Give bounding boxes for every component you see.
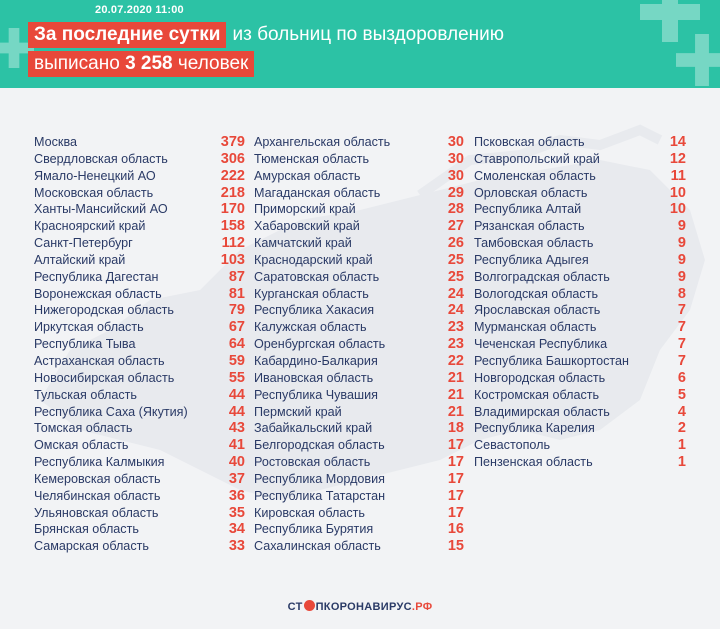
table-row <box>34 235 245 252</box>
discharged-suffix: человек <box>177 53 249 74</box>
discharged-value: 79 <box>228 302 245 319</box>
discharged-value: 218 <box>220 184 245 201</box>
table-row <box>254 185 464 202</box>
discharged-value: 40 <box>228 454 245 471</box>
region-name: Амурская область <box>254 168 361 183</box>
region-name: Камчатский край <box>254 236 352 251</box>
region-name: Ростовская область <box>254 455 371 470</box>
discharged-number: 3 258 <box>125 53 173 74</box>
discharged-value: 222 <box>220 167 245 184</box>
table-row <box>34 218 245 235</box>
region-name: Республика Алтай <box>474 202 582 217</box>
table-row <box>474 454 686 471</box>
region-name: Пензенская область <box>474 455 593 470</box>
brand-middle: ПКОРОНАВИРУС <box>315 601 412 613</box>
region-name: Красноярский край <box>34 219 146 234</box>
region-name: Брянская область <box>34 522 139 537</box>
table-row <box>34 168 245 185</box>
table-row <box>254 370 464 387</box>
discharged-value: 7 <box>677 319 686 336</box>
table-row <box>474 387 686 404</box>
headline-line-2 <box>28 51 254 77</box>
table-row <box>34 269 245 286</box>
region-name: Приморский край <box>254 202 356 217</box>
table-row <box>474 201 686 218</box>
table-row <box>34 252 245 269</box>
table-row <box>474 185 686 202</box>
table-row <box>254 235 464 252</box>
table-row <box>34 538 245 555</box>
brand-start: СТ <box>287 601 303 613</box>
region-name: Воронежская область <box>34 286 162 301</box>
region-name: Республика Башкортостан <box>474 353 629 368</box>
discharged-value: 12 <box>669 150 686 167</box>
discharged-value: 21 <box>447 369 464 386</box>
region-name: Кировская область <box>254 505 365 520</box>
discharged-count <box>28 51 254 77</box>
table-row <box>254 168 464 185</box>
region-name: Ханты-Мансийский АО <box>34 202 168 217</box>
region-name: Севастополь <box>474 438 551 453</box>
region-name: Ямало-Ненецкий АО <box>34 168 156 183</box>
discharged-value: 28 <box>447 201 464 218</box>
table-row <box>474 235 686 252</box>
discharged-value: 37 <box>228 470 245 487</box>
region-name: Санкт-Петербург <box>34 236 133 251</box>
region-name: Республика Карелия <box>474 421 595 436</box>
discharged-value: 36 <box>228 487 245 504</box>
discharged-value: 41 <box>228 437 245 454</box>
table-row <box>34 286 245 303</box>
table-row <box>34 471 245 488</box>
region-name: Свердловская область <box>34 151 168 166</box>
table-row <box>474 336 686 353</box>
discharged-value: 44 <box>228 386 245 403</box>
region-name: Сахалинская область <box>254 539 381 554</box>
table-row <box>34 185 245 202</box>
region-name: Московская область <box>34 185 154 200</box>
table-row <box>34 134 245 151</box>
region-name: Республика Тыва <box>34 337 136 352</box>
table-row <box>34 437 245 454</box>
discharged-value: 59 <box>228 352 245 369</box>
brand-tail: .РФ <box>411 601 433 613</box>
discharged-value: 18 <box>447 420 464 437</box>
table-row <box>254 488 464 505</box>
region-name: Псковская область <box>474 135 585 149</box>
region-name: Костромская область <box>474 387 600 402</box>
table-row <box>34 454 245 471</box>
discharged-value: 11 <box>670 167 686 184</box>
discharged-value: 29 <box>447 184 464 201</box>
region-name: Томская область <box>34 421 133 436</box>
region-name: Тамбовская область <box>474 236 594 251</box>
region-name: Алтайский край <box>34 252 126 267</box>
region-name: Омская область <box>34 438 129 453</box>
region-name: Волгоградская область <box>474 269 610 284</box>
discharged-value: 9 <box>677 268 686 285</box>
table-row <box>254 218 464 235</box>
discharged-value: 17 <box>447 487 464 504</box>
discharged-value: 103 <box>220 251 245 268</box>
discharged-value: 9 <box>677 218 686 235</box>
discharged-value: 5 <box>677 386 686 403</box>
table-row <box>254 286 464 303</box>
region-name: Новосибирская область <box>34 370 175 385</box>
region-name: Ставропольский край <box>474 151 600 166</box>
discharged-value: 7 <box>677 352 686 369</box>
region-name: Саратовская область <box>254 269 380 284</box>
region-name: Ивановская область <box>254 370 374 385</box>
table-row <box>34 353 245 370</box>
discharged-value: 64 <box>228 336 245 353</box>
discharged-value: 1 <box>677 454 686 471</box>
discharged-value: 24 <box>447 285 464 302</box>
table-row <box>474 370 686 387</box>
discharged-value: 4 <box>677 403 686 420</box>
discharged-value: 67 <box>228 319 245 336</box>
region-name: Челябинская область <box>34 488 161 503</box>
table-row <box>254 336 464 353</box>
table-row <box>254 134 464 151</box>
headline-highlight: За последние сутки <box>28 22 226 48</box>
table-row <box>474 134 686 151</box>
table-row <box>254 201 464 218</box>
region-name: Новгородская область <box>474 370 606 385</box>
region-name: Кемеровская область <box>34 471 161 486</box>
region-name: Кабардино-Балкария <box>254 353 378 368</box>
discharged-value: 17 <box>447 470 464 487</box>
discharged-value: 81 <box>228 285 245 302</box>
discharged-value: 35 <box>228 504 245 521</box>
table-row <box>474 404 686 421</box>
region-name: Нижегородская область <box>34 303 174 318</box>
discharged-value: 7 <box>677 302 686 319</box>
discharged-value: 15 <box>447 538 464 555</box>
region-name: Республика Чувашия <box>254 387 378 402</box>
table-row <box>34 505 245 522</box>
stop-logo-icon <box>304 600 315 611</box>
discharged-value: 33 <box>228 538 245 555</box>
region-name: Чеченская Республика <box>474 337 608 352</box>
discharged-value: 23 <box>447 319 464 336</box>
discharged-value: 2 <box>677 420 686 437</box>
discharged-value: 14 <box>669 134 686 150</box>
region-name: Архангельская область <box>254 135 391 149</box>
table-row <box>254 387 464 404</box>
table-row <box>34 201 245 218</box>
discharged-value: 30 <box>447 134 464 150</box>
discharged-value: 9 <box>677 235 686 252</box>
discharged-value: 24 <box>447 302 464 319</box>
table-row <box>254 538 464 555</box>
region-name: Республика Калмыкия <box>34 455 165 470</box>
discharged-value: 17 <box>447 437 464 454</box>
discharged-value: 43 <box>228 420 245 437</box>
discharged-value: 112 <box>221 235 245 252</box>
region-name: Астраханская область <box>34 353 165 368</box>
discharged-value: 34 <box>228 521 245 538</box>
table-row <box>254 269 464 286</box>
table-row <box>474 302 686 319</box>
table-row <box>254 505 464 522</box>
region-name: Хабаровский край <box>254 219 360 234</box>
table-row <box>34 420 245 437</box>
table-row <box>474 437 686 454</box>
region-name: Республика Татарстан <box>254 488 386 503</box>
discharged-value: 27 <box>447 218 464 235</box>
discharged-value: 55 <box>228 369 245 386</box>
region-name: Республика Саха (Якутия) <box>34 404 188 419</box>
region-name: Ярославская область <box>474 303 601 318</box>
table-row <box>474 420 686 437</box>
region-name: Смоленская область <box>474 168 596 183</box>
discharged-value: 87 <box>228 268 245 285</box>
discharged-value: 25 <box>447 251 464 268</box>
regions-column-1 <box>34 134 245 555</box>
discharged-value: 9 <box>677 251 686 268</box>
discharged-value: 170 <box>220 201 245 218</box>
plus-decoration-icon <box>676 34 720 86</box>
brand-logo <box>0 600 720 613</box>
region-name: Владимирская область <box>474 404 610 419</box>
table-row <box>34 302 245 319</box>
discharged-value: 10 <box>669 201 686 218</box>
discharged-value: 22 <box>447 352 464 369</box>
region-name: Москва <box>34 135 77 149</box>
discharged-value: 30 <box>447 150 464 167</box>
discharged-value: 21 <box>447 386 464 403</box>
table-row <box>474 168 686 185</box>
table-row <box>254 437 464 454</box>
table-row <box>254 302 464 319</box>
table-row <box>474 319 686 336</box>
region-name: Магаданская область <box>254 185 381 200</box>
region-name: Калужская область <box>254 320 367 335</box>
region-name: Тульская область <box>34 387 137 402</box>
region-name: Белгородская область <box>254 438 385 453</box>
table-row <box>34 151 245 168</box>
table-row <box>474 353 686 370</box>
region-name: Самарская область <box>34 539 149 554</box>
region-name: Республика Дагестан <box>34 269 159 284</box>
table-row <box>254 319 464 336</box>
table-row <box>254 521 464 538</box>
table-row <box>254 151 464 168</box>
region-name: Республика Мордовия <box>254 471 385 486</box>
table-row <box>254 471 464 488</box>
region-name: Забайкальский край <box>254 421 373 436</box>
region-name: Республика Бурятия <box>254 522 374 537</box>
table-row <box>254 420 464 437</box>
table-row <box>254 252 464 269</box>
region-name: Мурманская область <box>474 320 597 335</box>
discharged-value: 306 <box>220 150 245 167</box>
discharged-value: 7 <box>677 336 686 353</box>
headline-rest: из больниц по выздоровлению <box>232 24 504 45</box>
regions-column-2 <box>254 134 464 555</box>
discharged-value: 158 <box>220 218 245 235</box>
discharged-value: 17 <box>447 504 464 521</box>
regions-column-3 <box>474 134 686 471</box>
table-row <box>474 151 686 168</box>
discharged-value: 6 <box>677 369 686 386</box>
table-row <box>474 286 686 303</box>
table-row <box>474 269 686 286</box>
table-row <box>474 252 686 269</box>
region-name: Республика Хакасия <box>254 303 375 318</box>
region-name: Рязанская область <box>474 219 585 234</box>
table-row <box>34 521 245 538</box>
discharged-value: 25 <box>447 268 464 285</box>
discharged-value: 23 <box>447 336 464 353</box>
region-name: Краснодарский край <box>254 252 373 267</box>
region-name: Пермский край <box>254 404 342 419</box>
table-row <box>474 218 686 235</box>
discharged-prefix: выписано <box>34 53 120 74</box>
region-name: Курганская область <box>254 286 369 301</box>
discharged-value: 16 <box>447 521 464 538</box>
table-row <box>34 336 245 353</box>
region-name: Оренбургская область <box>254 337 386 352</box>
discharged-value: 8 <box>677 285 686 302</box>
region-name: Ульяновская область <box>34 505 159 520</box>
region-name: Иркутская область <box>34 320 144 335</box>
table-row <box>254 454 464 471</box>
region-name: Вологодская область <box>474 286 599 301</box>
table-row <box>254 404 464 421</box>
discharged-value: 30 <box>447 167 464 184</box>
region-name: Республика Адыгея <box>474 252 589 267</box>
table-row <box>34 370 245 387</box>
header-banner <box>0 0 720 88</box>
discharged-value: 1 <box>677 437 686 454</box>
discharged-value: 379 <box>220 134 245 150</box>
table-row <box>34 404 245 421</box>
table-row <box>34 488 245 505</box>
discharged-value: 44 <box>228 403 245 420</box>
headline-line-1 <box>28 22 504 48</box>
discharged-value: 10 <box>669 184 686 201</box>
table-row <box>34 319 245 336</box>
discharged-value: 21 <box>447 403 464 420</box>
discharged-value: 26 <box>447 235 464 252</box>
table-row <box>34 387 245 404</box>
report-date: 20.07.2020 11:00 <box>95 4 184 16</box>
region-name: Тюменская область <box>254 151 370 166</box>
discharged-value: 17 <box>447 454 464 471</box>
region-name: Орловская область <box>474 185 588 200</box>
table-row <box>254 353 464 370</box>
